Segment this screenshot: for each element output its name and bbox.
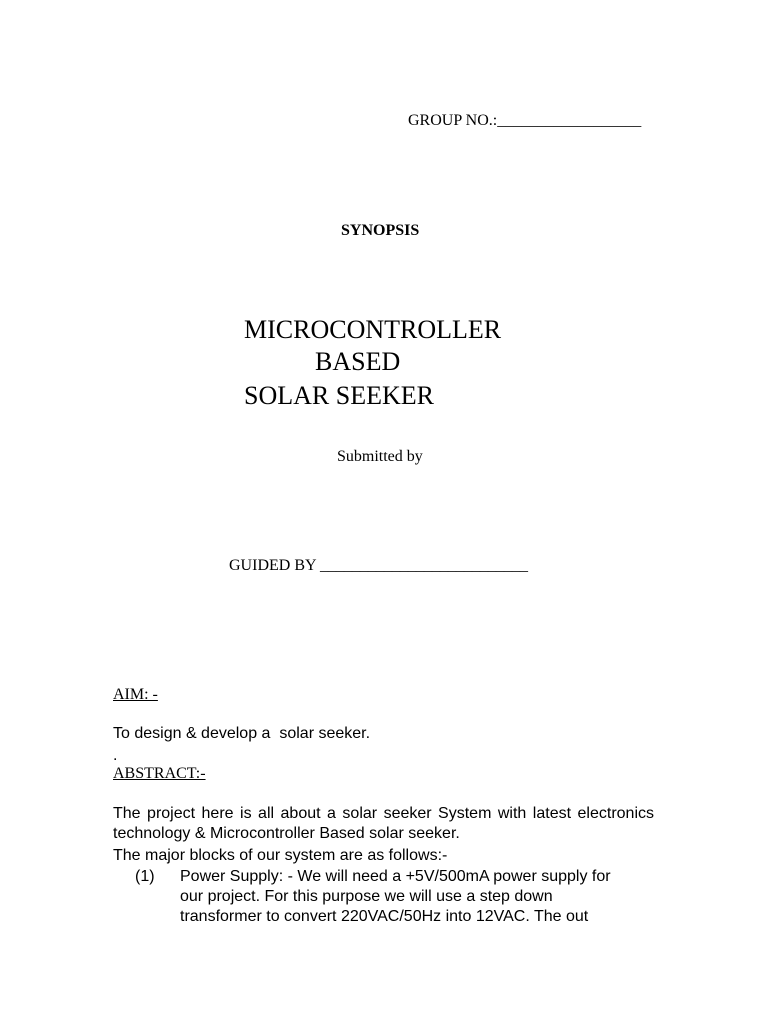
title-line-2: BASED [315, 347, 401, 376]
blocks-intro: The major blocks of our system are as follows:- [113, 847, 448, 864]
submitted-by-label: Submitted by [337, 448, 423, 465]
synopsis-label: SYNOPSIS [341, 222, 420, 239]
group-number-line: GROUP NO.:__________________ [408, 112, 642, 129]
title-line-3: SOLAR SEEKER [244, 381, 434, 410]
list-item-number: (1) [135, 868, 155, 885]
guided-by-line: GUIDED BY __________________________ [229, 557, 528, 574]
abstract-text: The project here is all about a solar seeker System with latest electronics technology & Microcontroller Based solar seeker. [113, 805, 654, 842]
list-item-line-3: transformer to convert 220VAC/50Hz into 12VAC. The out [180, 908, 589, 925]
list-item-line-2: our project. For this purpose we will use a step down [180, 888, 553, 905]
list-item [180, 867, 656, 927]
aim-heading: AIM: - [113, 686, 158, 703]
title-line-1: MICROCONTROLLER [244, 315, 502, 344]
trailing-dot: . [113, 747, 118, 764]
abstract-heading: ABSTRACT:- [113, 765, 206, 782]
aim-text: To design & develop a solar seeker. [113, 725, 371, 742]
list-item-line-1: Power Supply: - We will need a +5V/500mA power supply for [180, 868, 611, 885]
